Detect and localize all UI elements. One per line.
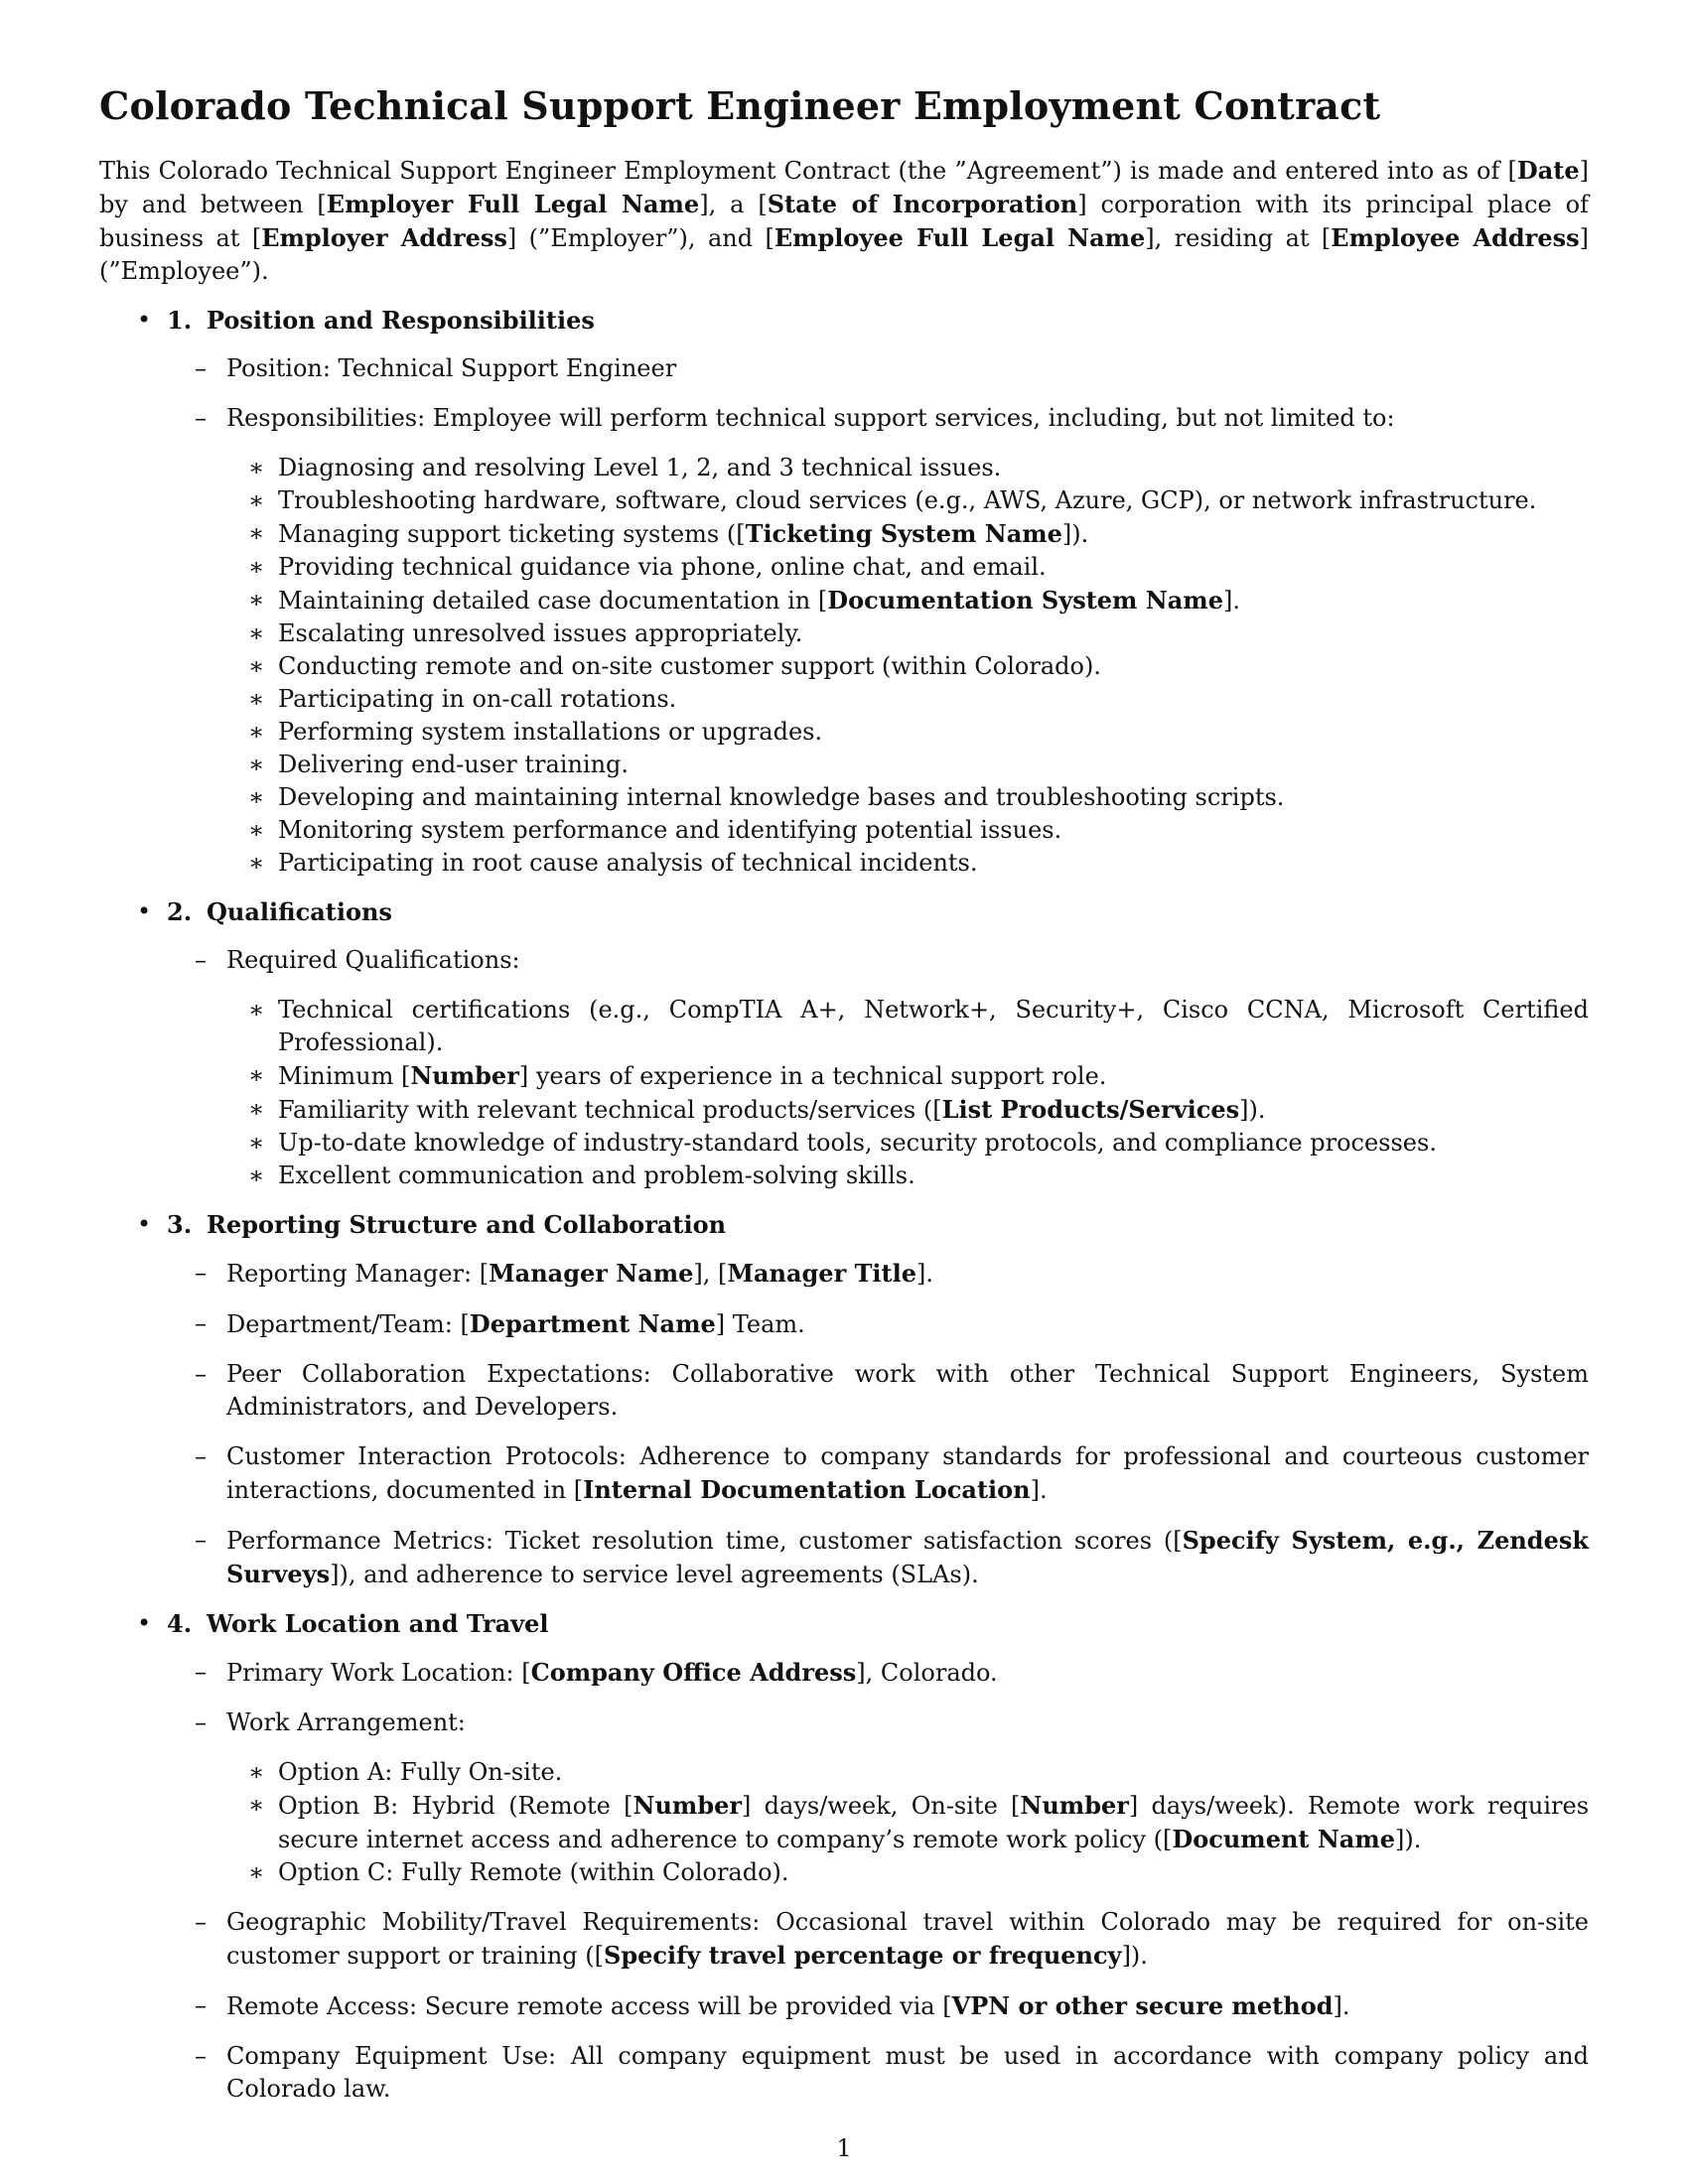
placeholder-employer-address: Employer Address <box>261 223 507 252</box>
document-title: Colorado Technical Support Engineer Employment Contract <box>99 83 1381 128</box>
travel-item <box>167 1906 1589 1973</box>
equipment-item: – Company Equipment Use: All company equipment must be used in accordance with company policy and Colorado law. <box>167 2040 1589 2106</box>
placeholder-documentation-system: Documentation System Name <box>827 586 1223 614</box>
placeholder-ticketing-system: Ticketing System Name <box>745 519 1062 548</box>
list-item: ∗ Option C: Fully Remote (within Colorado). <box>226 1856 1589 1889</box>
responsibilities-item <box>167 402 1589 880</box>
item-text: ]). <box>1061 520 1089 548</box>
list-item: ∗ Providing technical guidance via phone, online chat, and email. <box>226 551 1589 584</box>
section-title: Reporting Structure and Collaboration <box>207 1210 727 1239</box>
placeholder-document-name: Document Name <box>1172 1825 1396 1853</box>
placeholder-number: Number <box>410 1061 519 1090</box>
section-number: 2. <box>167 897 193 926</box>
item-text: ]). <box>1239 1096 1266 1124</box>
placeholder-products: List Products/Services <box>941 1095 1240 1124</box>
section-4 <box>99 1607 1589 2106</box>
item-text: Remote Access: Secure remote access will be provided via [ <box>226 1992 952 2020</box>
placeholder-department-name: Department Name <box>469 1309 716 1338</box>
section-title: Qualifications <box>207 897 392 926</box>
customer-interaction-item <box>167 1440 1589 1507</box>
item-text: ]). <box>1121 1942 1148 1970</box>
section-number: 1. <box>167 306 193 335</box>
page-number: 1 <box>836 2134 852 2162</box>
list-item <box>226 1059 1589 1093</box>
list-item: ∗ Excellent communication and problem-solving skills. <box>226 1160 1589 1192</box>
item-text: Reporting Manager: [ <box>226 1260 490 1288</box>
qualifications-list <box>226 994 1589 1192</box>
intro-text: This Colorado Technical Support Engineer Employment Contract (the ”Agreement”) is made and entered into as of [ <box>99 157 1517 185</box>
section-3 <box>99 1208 1589 1591</box>
list-item: ∗ Participating in on-call rotations. <box>226 683 1589 716</box>
item-text: Familiarity with relevant technical products/services ([ <box>278 1096 942 1124</box>
position-item: – Position: Technical Support Engineer <box>167 352 1589 385</box>
section-2-items <box>167 944 1589 1192</box>
list-item: ∗ Troubleshooting hardware, software, cloud services (e.g., AWS, Azure, GCP), or network infrastructure. <box>226 484 1589 517</box>
item-text: Option B: Hybrid (Remote [ <box>278 1792 633 1820</box>
intro-text: ] (”Employer”), and [ <box>506 224 774 252</box>
placeholder-employee-name: Employee Full Legal Name <box>774 223 1146 252</box>
intro-text: ] by and between [ <box>99 157 1589 218</box>
list-item: ∗ Option A: Fully On-site. <box>226 1756 1589 1789</box>
placeholder-office-address: Company Office Address <box>530 1658 857 1687</box>
item-text: Customer Interaction Protocols: Adherence to company standards for professional and courteous customer interactions, documented in [ <box>226 1442 1589 1504</box>
list-item <box>226 1789 1589 1856</box>
list-item: ∗ Performing system installations or upgrades. <box>226 716 1589 749</box>
section-list <box>99 304 1589 2106</box>
list-item: ∗ Conducting remote and on-site customer support (within Colorado). <box>226 650 1589 683</box>
responsibilities-list <box>226 452 1589 880</box>
item-text: ]. <box>1333 1992 1350 2020</box>
list-item: ∗ Technical certifications (e.g., CompTIA A+, Network+, Security+, Cisco CCNA, Microsoft Certified Professional). <box>226 994 1589 1059</box>
intro-text: ] corporation with its principal place of business at [ <box>99 191 1590 252</box>
required-qualifications-item <box>167 944 1589 1192</box>
intro-text: ], a [ <box>699 191 768 218</box>
placeholder-number: Number <box>633 1791 743 1820</box>
section-3-heading <box>167 1208 1589 1241</box>
section-4-heading <box>167 1607 1589 1640</box>
item-text: ]), and adherence to service level agreements (SLAs). <box>330 1561 979 1588</box>
item-text: Department/Team: [ <box>226 1310 470 1338</box>
section-4-items <box>167 1656 1589 2106</box>
item-text: Managing support ticketing systems ([ <box>278 520 746 548</box>
item-text: ]. <box>916 1260 934 1288</box>
item-text: ]). <box>1395 1826 1422 1853</box>
arrangement-options-list <box>226 1756 1589 1889</box>
placeholder-manager-title: Manager Title <box>727 1259 917 1288</box>
placeholder-state: State of Incorporation <box>767 190 1078 218</box>
section-2-heading <box>167 895 1589 928</box>
placeholder-documentation-location: Internal Documentation Location <box>583 1475 1031 1504</box>
item-text: ] Team. <box>715 1310 805 1338</box>
work-arrangement-text: Work Arrangement: <box>226 1708 466 1736</box>
list-item <box>226 1093 1589 1127</box>
section-number: 3. <box>167 1210 193 1239</box>
list-item: ∗ Developing and maintaining internal knowledge bases and troubleshooting scripts. <box>226 781 1589 814</box>
required-qualifications-text: Required Qualifications: <box>226 946 520 974</box>
item-text: Maintaining detailed case documentation in [ <box>278 587 828 614</box>
placeholder-date: Date <box>1516 156 1580 185</box>
placeholder-number: Number <box>1020 1791 1129 1820</box>
placeholder-survey-system: Specify System, e.g., Zendesk Surveys <box>226 1526 1589 1588</box>
performance-metrics-item <box>167 1524 1589 1591</box>
item-text: Minimum [ <box>278 1062 411 1090</box>
document-page <box>99 83 1589 2106</box>
list-item <box>226 584 1589 617</box>
section-1-heading <box>167 304 1589 337</box>
list-item: ∗ Monitoring system performance and identifying potential issues. <box>226 814 1589 847</box>
section-title: Work Location and Travel <box>207 1609 549 1638</box>
list-item: ∗ Participating in root cause analysis of technical incidents. <box>226 847 1589 880</box>
placeholder-manager-name: Manager Name <box>489 1259 694 1288</box>
item-text: ], [ <box>693 1260 728 1288</box>
placeholder-employee-address: Employee Address <box>1331 223 1580 252</box>
list-item: ∗ Delivering end-user training. <box>226 749 1589 781</box>
placeholder-travel-frequency: Specify travel percentage or frequency <box>604 1941 1122 1970</box>
item-text: ]. <box>1030 1476 1048 1504</box>
item-text: Primary Work Location: [ <box>226 1659 531 1687</box>
section-2 <box>99 895 1589 1192</box>
list-item <box>226 517 1589 551</box>
placeholder-employer-name: Employer Full Legal Name <box>326 190 700 218</box>
section-3-items <box>167 1257 1589 1591</box>
item-text: Performance Metrics: Ticket resolution time, customer satisfaction scores ([ <box>226 1527 1183 1555</box>
item-text: ] years of experience in a technical support role. <box>518 1062 1107 1090</box>
department-item <box>167 1307 1589 1341</box>
intro-text: ] (”Employee”). <box>99 224 1589 285</box>
section-1 <box>99 304 1589 880</box>
remote-access-item <box>167 1989 1589 2023</box>
list-item: ∗ Escalating unresolved issues appropriately. <box>226 617 1589 650</box>
peer-collaboration-item: – Peer Collaboration Expectations: Collaborative work with other Technical Support Engineers, System Administrators, and Developers. <box>167 1358 1589 1424</box>
intro-paragraph <box>99 154 1589 288</box>
responsibilities-text: Responsibilities: Employee will perform technical support services, including, but not limited to: <box>226 404 1395 432</box>
list-item: ∗ Up-to-date knowledge of industry-standard tools, security protocols, and compliance processes. <box>226 1127 1589 1160</box>
section-title: Position and Responsibilities <box>207 306 595 335</box>
item-text: ], Colorado. <box>856 1659 998 1687</box>
item-text: ]. <box>1222 587 1240 614</box>
work-arrangement-item <box>167 1706 1589 1889</box>
reporting-manager-item <box>167 1257 1589 1291</box>
section-1-items <box>167 352 1589 880</box>
item-text: Geographic Mobility/Travel Requirements: Occasional travel within Colorado may be required for on-site customer support or training ([ <box>226 1908 1589 1970</box>
item-text: ] days/week). Remote work requires secure internet access and adherence to company’s remote work policy ([ <box>278 1792 1590 1853</box>
item-text: ] days/week, On-site [ <box>742 1792 1021 1820</box>
intro-text: ], residing at [ <box>1145 224 1332 252</box>
section-number: 4. <box>167 1609 193 1638</box>
work-location-item <box>167 1656 1589 1690</box>
placeholder-remote-method: VPN or other secure method <box>951 1991 1334 2020</box>
list-item: ∗ Diagnosing and resolving Level 1, 2, and 3 technical issues. <box>226 452 1589 484</box>
